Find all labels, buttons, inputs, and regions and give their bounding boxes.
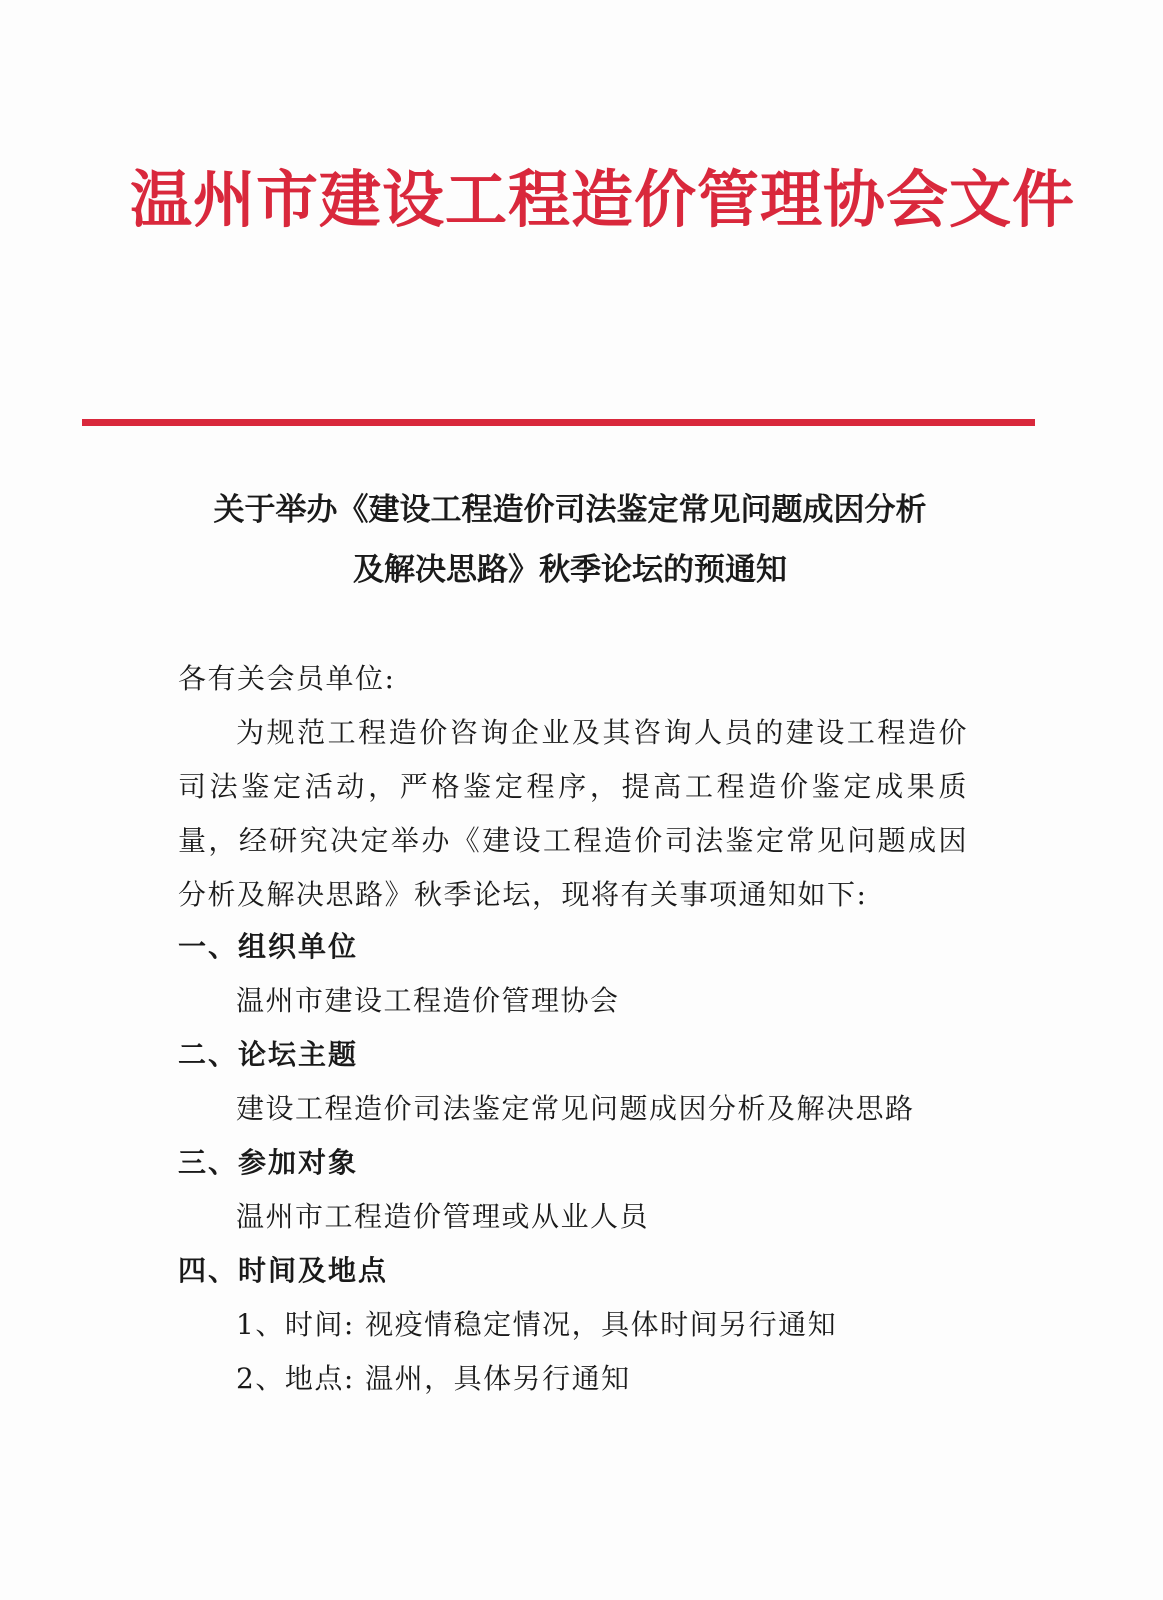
intro-paragraph: 为规范工程造价咨询企业及其咨询人员的建设工程造价司法鉴定活动，严格鉴定程序，提高工程造价鉴定成果质量，经研究决定举办《建设工程造价司法鉴定常见问题成因分析及解决思路》秋季论坛，现将有关事项通知如下: bbox=[178, 716, 968, 911]
section-heading-time-place: 四、时间及地点 bbox=[178, 1254, 389, 1287]
section-heading-organizer: 一、组织单位 bbox=[178, 930, 359, 963]
notice-title-line-2: 及解决思路》秋季论坛的预通知 bbox=[353, 552, 787, 588]
section-body-topic: 建设工程造价司法鉴定常见问题成因分析及解决思路 bbox=[236, 1092, 915, 1125]
notice-title-line-1: 关于举办《建设工程造价司法鉴定常见问题成因分析 bbox=[213, 492, 927, 528]
salutation: 各有关会员单位: bbox=[178, 662, 396, 695]
section-body-time: 1、时间: 视疫情稳定情况，具体时间另行通知 bbox=[236, 1308, 838, 1341]
red-divider-rule bbox=[82, 419, 1035, 426]
notice-title bbox=[150, 480, 990, 600]
section-body-organizer: 温州市建设工程造价管理协会 bbox=[236, 984, 620, 1017]
section-body-participants: 温州市工程造价管理或从业人员 bbox=[236, 1200, 650, 1233]
section-heading-topic: 二、论坛主题 bbox=[178, 1038, 359, 1071]
org-file-header: 温州市建设工程造价管理协会文件 bbox=[130, 163, 1076, 236]
section-body-place: 2、地点: 温州，具体另行通知 bbox=[236, 1362, 631, 1395]
section-heading-participants: 三、参加对象 bbox=[178, 1146, 359, 1179]
